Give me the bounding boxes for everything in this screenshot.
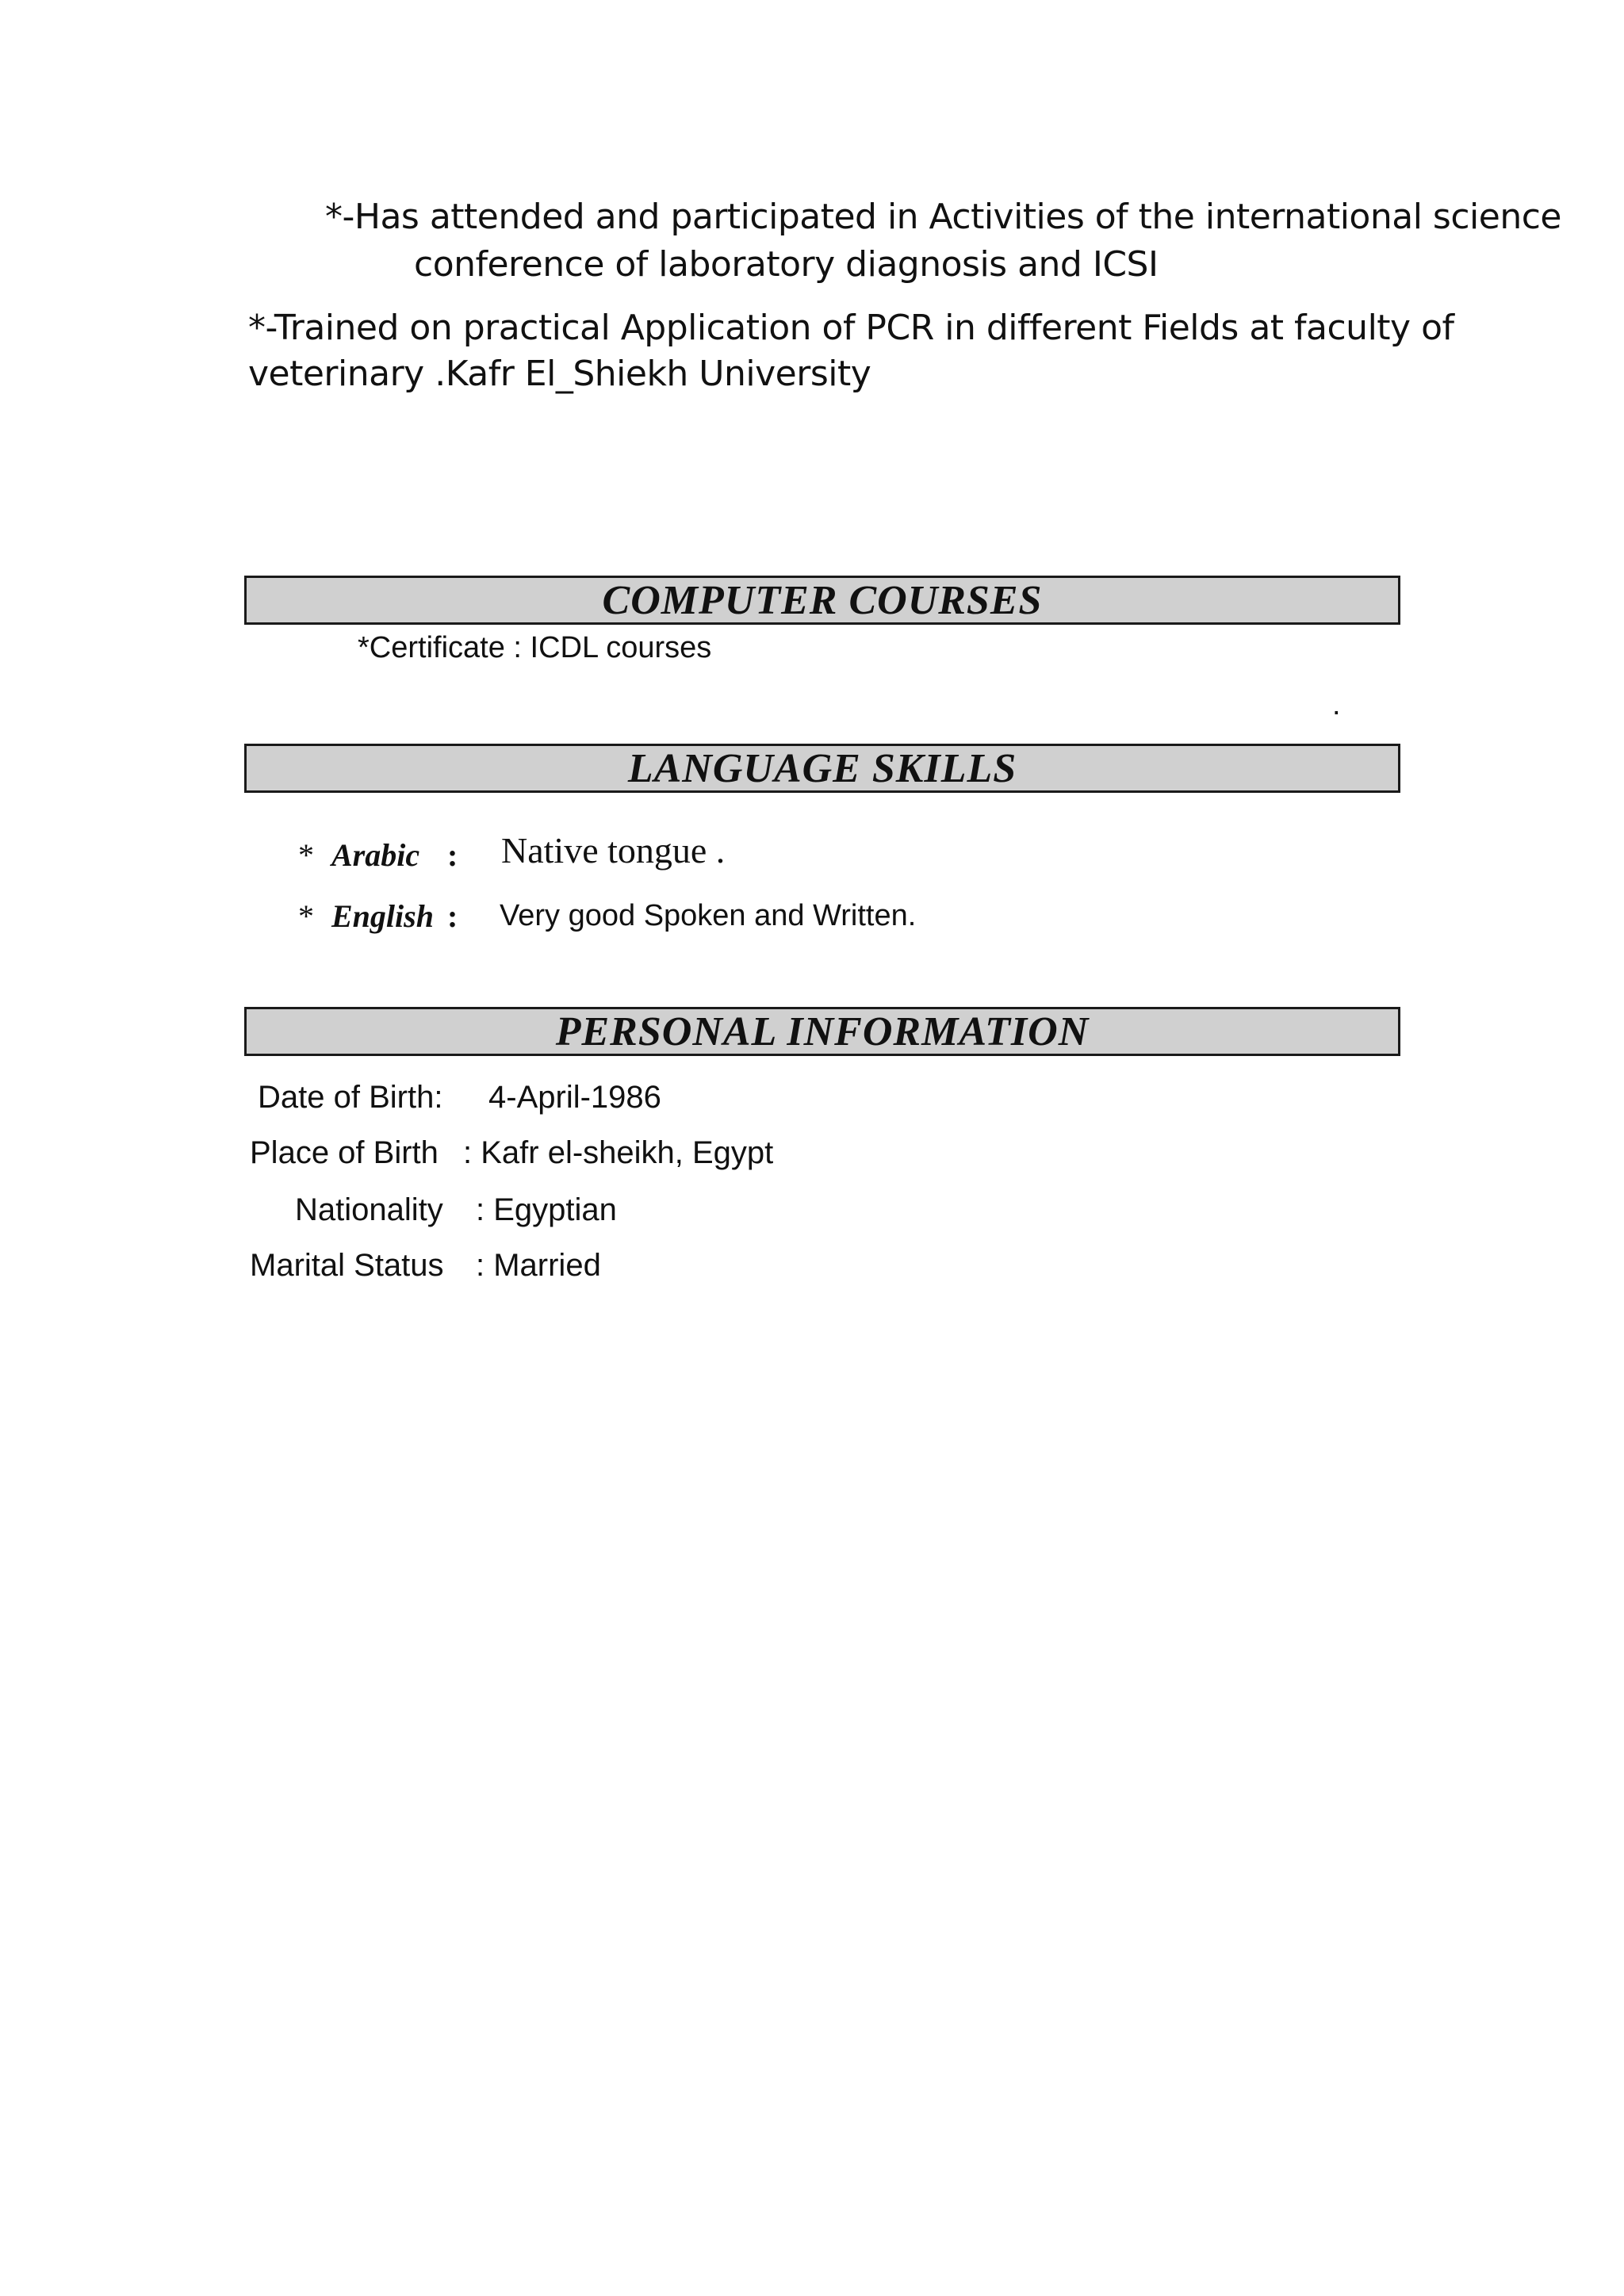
info-value: : Kafr el-sheikh, Egypt: [463, 1135, 774, 1170]
activity-line-3: *-Trained on practical Application of PCR in different Fields at faculty of: [248, 308, 1454, 348]
activity-line-4: veterinary .Kafr El_Shiekh University: [248, 354, 871, 394]
personal-information-heading-bar: [244, 1007, 1400, 1056]
computer-courses-heading-bar: [244, 576, 1400, 625]
info-label: Place of Birth: [250, 1135, 439, 1170]
bullet-star: *: [298, 898, 314, 934]
info-value: : Egyptian: [476, 1192, 617, 1227]
language-colon: :: [447, 898, 458, 934]
language-name: Arabic: [331, 837, 420, 873]
computer-courses-heading: COMPUTER COURSES: [602, 577, 1043, 623]
activity-line-1: *-Has attended and participated in Activities of the international science: [325, 197, 1561, 237]
info-label: Nationality: [295, 1192, 443, 1227]
info-value: : Married: [476, 1248, 601, 1283]
language-level: Native tongue .: [501, 830, 726, 871]
info-label: Marital Status: [250, 1248, 444, 1283]
activity-line-2: conference of laboratory diagnosis and ICSI: [414, 244, 1159, 285]
info-value: 4-April-1986: [488, 1080, 661, 1115]
language-name: English: [331, 898, 434, 934]
info-label: Date of Birth:: [258, 1080, 443, 1115]
personal-information-heading: PERSONAL INFORMATION: [555, 1008, 1090, 1054]
language-level: Very good Spoken and Written.: [500, 899, 917, 932]
certificate-text: *Certificate : ICDL courses: [358, 631, 712, 664]
language-skills-heading-bar: [244, 744, 1400, 793]
stray-dot: .: [1332, 688, 1341, 721]
bullet-star: *: [298, 837, 314, 873]
language-colon: :: [447, 837, 458, 873]
language-skills-heading: LANGUAGE SKILLS: [627, 745, 1017, 791]
